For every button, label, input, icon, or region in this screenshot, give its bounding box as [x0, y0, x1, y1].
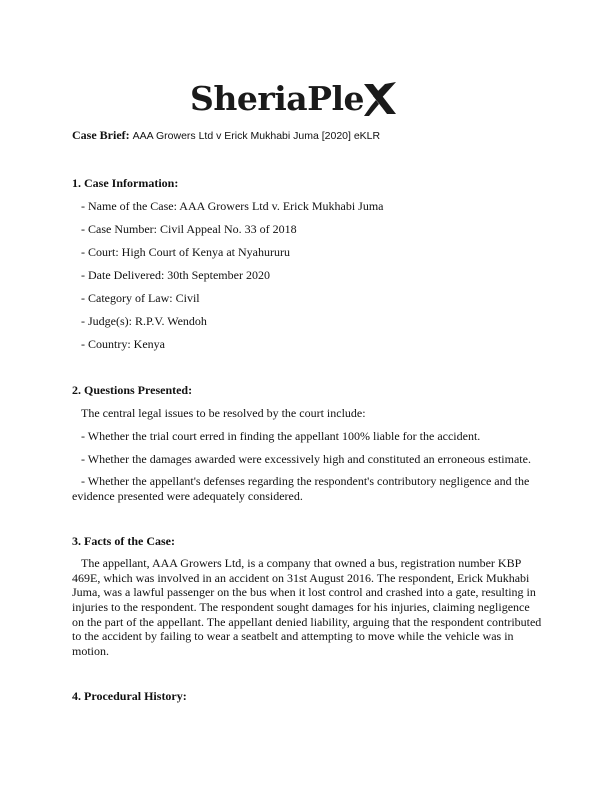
logo-text: SheriaPle [190, 78, 364, 118]
question-item: - Whether the appellant's defenses regarding the respondent's contributory negligence and the evidence presented were adequately considered. [72, 474, 530, 503]
case-brief-label: Case Brief: [72, 128, 130, 142]
case-brief-title: AAA Growers Ltd v Erick Mukhabi Juma [2020] eKLR [132, 130, 381, 142]
case-info-country: - Country: Kenya [81, 337, 165, 351]
case-info-category: - Category of Law: Civil [81, 291, 200, 305]
section-heading-facts: 3. Facts of the Case: [72, 534, 175, 549]
question-item: - Whether the damages awarded were excessively high and constituted an erroneous estimate. [81, 452, 531, 466]
case-brief-line [72, 127, 542, 144]
document-content [72, 127, 542, 704]
section-heading-case-information: 1. Case Information: [72, 176, 179, 190]
case-info-date: - Date Delivered: 30th September 2020 [81, 268, 270, 282]
question-item: - Whether the trial court erred in finding the appellant 100% liable for the accident. [81, 429, 481, 443]
section-heading-questions-presented: 2. Questions Presented: [72, 383, 193, 397]
case-info-number: - Case Number: Civil Appeal No. 33 of 2018 [81, 222, 297, 236]
case-info-name: - Name of the Case: AAA Growers Ltd v. Erick Mukhabi Juma [81, 199, 384, 213]
logo-x-mark-icon [363, 78, 397, 118]
section-heading-procedural-history: 4. Procedural History: [72, 689, 187, 704]
facts-paragraph: The appellant, AAA Growers Ltd, is a company that owned a bus, registration number KBP 469E, which was involved in an accident on 31st August 2016. The respondent, Erick Mukhabi Juma, was a lawful passenger on the bus when it lost control and crashed into a gate, resulting in injuries to the respondent. The respondent sought damages for his injuries, claiming negligence on the part of the appellant. The appellant denied liability, arguing that the respondent contributed to the accident by failing to wear a seatbelt and attempting to move while the vehicle was in motion. [72, 556, 542, 658]
case-info-judges: - Judge(s): R.P.V. Wendoh [81, 314, 207, 328]
case-info-court: - Court: High Court of Kenya at Nyahururu [81, 245, 290, 259]
sheriaplex-logo [190, 76, 420, 120]
questions-intro: The central legal issues to be resolved by the court include: [81, 406, 366, 420]
